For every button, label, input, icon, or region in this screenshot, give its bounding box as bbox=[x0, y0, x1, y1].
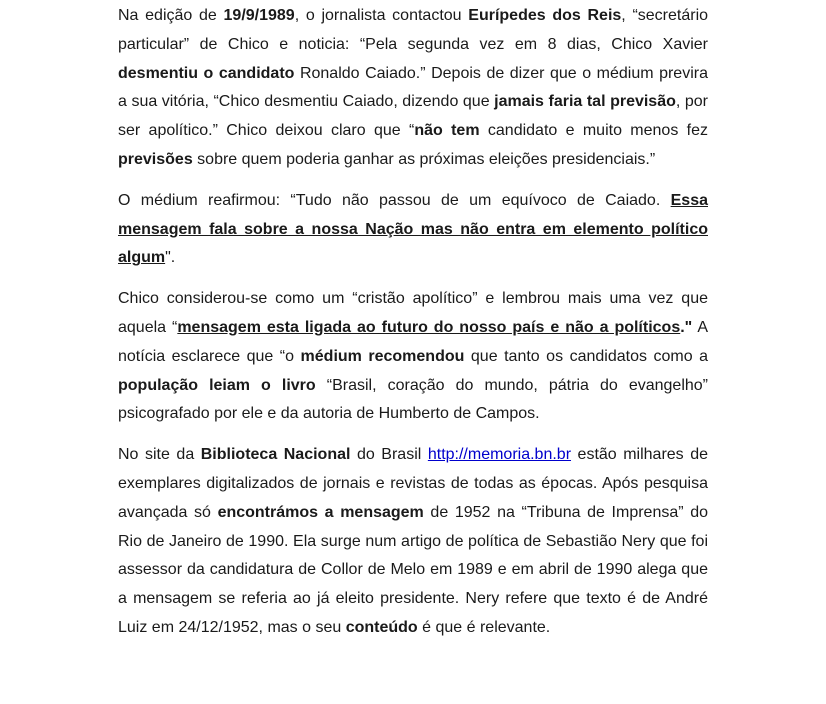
bold-phrase: desmentiu o candidato bbox=[118, 64, 295, 82]
bold-phrase: população leiam o livro bbox=[118, 376, 316, 394]
text-segment: candidato e muito menos fez bbox=[479, 122, 708, 140]
text-segment: sobre quem poderia ganhar as próximas eleições presidenciais.” bbox=[192, 150, 656, 168]
bold-phrase: jamais faria tal previsão bbox=[494, 93, 676, 111]
document-page bbox=[118, 2, 708, 655]
date-highlight: 19/9/1989 bbox=[223, 7, 295, 24]
text-segment: A notícia esclarece que “o bbox=[118, 318, 709, 365]
underlined-quote: mensagem esta ligada ao futuro do nosso país e não a políticos bbox=[177, 318, 681, 336]
text-segment: , “secretário particular” de Chico e noticia: “Pela segunda vez em 8 dias, Chico Xavier bbox=[118, 7, 709, 53]
text-segment: “Brasil, coração do mundo, pátria do evangelho” psicografado por ele e da autoria de Humberto de Campos. bbox=[118, 376, 708, 423]
text-segment: Na edição de bbox=[118, 7, 224, 24]
text-segment: , o jornalista contactou bbox=[294, 7, 469, 24]
memoria-link[interactable]: http://memoria.bn.br bbox=[427, 446, 572, 464]
text-segment: ". bbox=[165, 249, 176, 267]
text-segment: de 1952 na “Tribuna de Imprensa” do Rio de Janeiro de 1990. Ela surge num artigo de política de Sebastião Nery que foi assessor da candidatura de Collor de Melo em 1989 e em abril de 1990 alega que a mensagem se referia ao já eleito presidente. Nery refere que texto é de André Luiz em 24/12/1952, mas o seu bbox=[118, 503, 709, 636]
text-segment: O médium reafirmou: “Tudo não passou de um equívoco de Caiado. bbox=[118, 191, 671, 209]
bold-phrase: Biblioteca Nacional bbox=[200, 446, 351, 464]
text-segment: estão milhares de exemplares digitalizados de jornais e revistas de todas as épocas. Após pesquisa avançada só bbox=[118, 446, 709, 521]
name-highlight: Eurípedes dos Reis bbox=[468, 7, 622, 24]
text-segment: é que é relevante. bbox=[417, 618, 551, 636]
text-segment: que tanto os candidatos como a bbox=[464, 347, 708, 365]
text-segment: No site da bbox=[118, 446, 201, 464]
bold-phrase: médium recomendou bbox=[300, 347, 465, 365]
text-segment: , por ser apolítico.” Chico deixou claro que “ bbox=[118, 93, 708, 140]
bold-phrase: não tem bbox=[414, 122, 480, 140]
text-segment: Ronaldo Caiado.” Depois de dizer que o médium previra a sua vitória, “Chico desmentiu Caiado, dizendo que bbox=[118, 64, 708, 111]
text-segment: do Brasil bbox=[350, 446, 428, 464]
paragraph-3 bbox=[118, 285, 708, 429]
bold-phrase: encontrámos a mensagem bbox=[217, 503, 424, 521]
bold-phrase: previsões bbox=[118, 150, 193, 168]
paragraph-2 bbox=[118, 187, 708, 273]
paragraph-4 bbox=[118, 441, 708, 643]
bold-phrase: conteúdo bbox=[345, 618, 418, 636]
quote-end: ." bbox=[680, 318, 693, 336]
text-segment: Chico considerou-se como um “cristão apolítico” e lembrou mais uma vez que aquela “ bbox=[118, 290, 708, 336]
underlined-quote: Essa mensagem fala sobre a nossa Nação mas não entra em elemento político algum bbox=[118, 191, 708, 267]
paragraph-1 bbox=[118, 2, 708, 175]
